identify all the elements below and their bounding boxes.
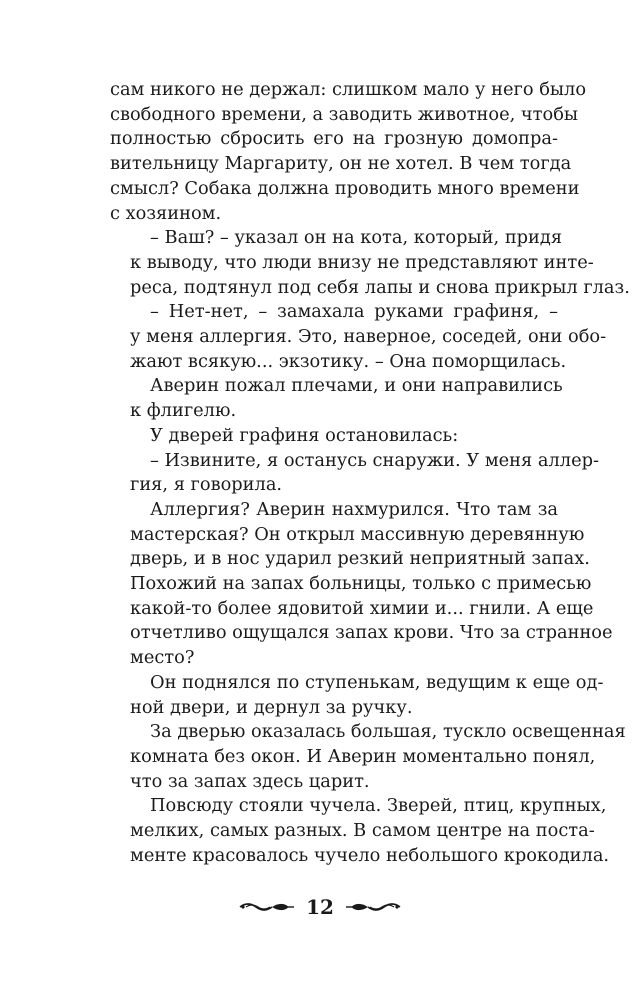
paragraph — [110, 498, 613, 671]
paragraph — [110, 794, 610, 868]
text-line: Аллергия? Аверин нахмурился. Что там за — [150, 498, 558, 520]
text-line: сам никого не держал: слишком мало у него было — [110, 79, 587, 100]
text-line: отчетливо ощущался запах крови. Что за странное — [130, 622, 613, 644]
text-line: менте красовалось чучело небольшого крокодила. — [130, 844, 610, 866]
text-line: Аверин пожал плечами, и они направились — [150, 375, 563, 397]
text-line: к флигелю. — [130, 400, 237, 422]
text-line: У дверей графиня остановилась: — [150, 424, 459, 446]
text-line: с хозяином. — [110, 202, 222, 224]
text-line: – Нет-нет, – замахала руками графиня, – — [150, 301, 558, 323]
paragraph — [110, 300, 607, 374]
text-line: у меня аллергия. Это, наверное, соседей, они обо- — [130, 326, 607, 348]
text-line: вительницу Маргариту, он не хотел. В чем тогда — [110, 153, 572, 175]
text-line: За дверью оказалась большая, тускло освещенная — [150, 721, 626, 743]
text-line: какой-то более ядовитой химии и... гнили. А еще — [130, 597, 594, 619]
paragraph — [110, 671, 604, 720]
text-line: дверь, и в нос ударил резкий неприятный запах. — [130, 548, 590, 570]
text-line: к выводу, что люди внизу не представляют инте- — [130, 251, 594, 273]
text-line: свободного времени, а заводить животное, чтобы — [110, 103, 579, 125]
text-line: мастерская? Он открыл массивную деревянную — [130, 523, 585, 545]
paragraph — [110, 374, 563, 423]
body-text — [110, 78, 630, 869]
text-line: ной двери, и дернул за ручку. — [130, 696, 413, 718]
text-line: что за запах здесь царит. — [130, 770, 370, 792]
paragraph — [110, 720, 626, 794]
paragraph — [110, 449, 600, 498]
text-line: Повсюду стояли чучела. Зверей, птиц, крупных, — [150, 795, 607, 817]
paragraph — [110, 424, 558, 449]
text-line: гия, я говорила. — [130, 474, 283, 496]
text-line: комната без окон. И Аверин моментально понял, — [130, 745, 596, 767]
paragraph — [110, 78, 587, 226]
text-line: мелких, самых разных. В самом центре на поста- — [130, 820, 595, 842]
text-line: – Ваш? – указал он на кота, который, придя — [150, 227, 563, 249]
text-line: полностью сбросить его на грозную домопра- — [110, 128, 558, 150]
page-footer — [0, 892, 640, 922]
right-ornament-icon — [344, 899, 402, 915]
paragraph — [110, 226, 630, 300]
text-line: реса, подтянул под себя лапы и снова прикрыл глаз. — [130, 276, 630, 298]
text-line: Похожий на запах больницы, только с примесью — [130, 573, 592, 595]
text-line: жают всякую... экзотику. – Она поморщилась. — [130, 350, 567, 372]
text-line: смысл? Собака должна проводить много времени — [110, 177, 580, 199]
text-line: Он поднялся по ступенькам, ведущим к еще од- — [150, 671, 604, 693]
text-line: – Извините, я останусь снаружи. У меня аллер- — [150, 449, 600, 471]
page-number: 12 — [306, 895, 334, 919]
left-ornament-icon — [238, 899, 296, 915]
text-line: место? — [130, 647, 195, 669]
